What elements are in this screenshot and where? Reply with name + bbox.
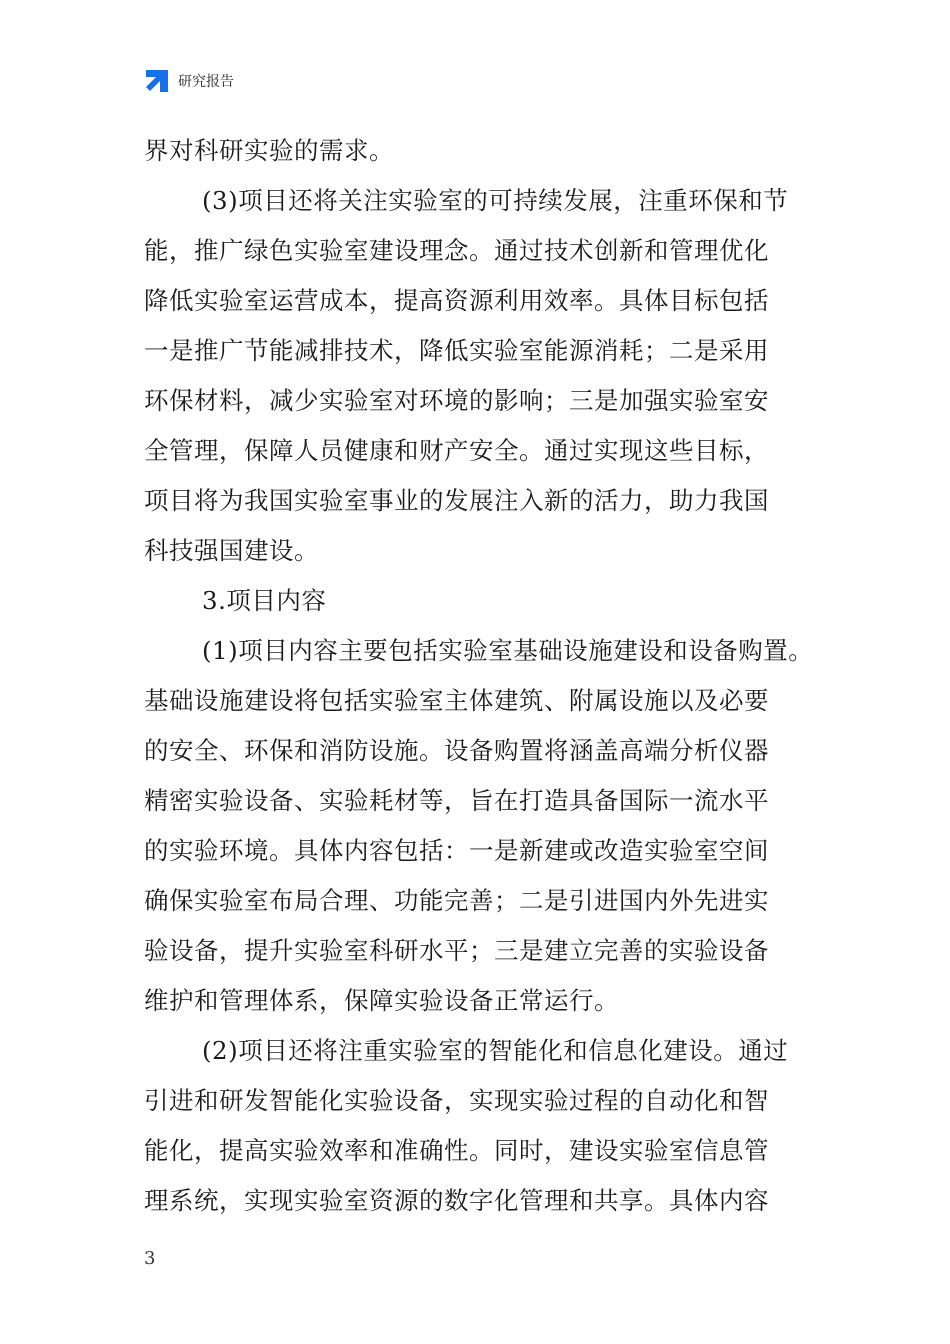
body-text-line: 引进和研发智能化实验设备，实现实验过程的自动化和智 [144, 1086, 769, 1115]
body-text-line: (3)项目还将关注实验室的可持续发展，注重环保和节 [202, 186, 789, 215]
page-header [144, 68, 234, 94]
body-text-line: (2)项目还将注重实验室的智能化和信息化建设。通过 [202, 1036, 789, 1065]
body-text-line: 的安全、环保和消防设施。设备购置将涵盖高端分析仪器 [144, 736, 769, 765]
body-text-line: 基础设施建设将包括实验室主体建筑、附属设施以及必要 [144, 686, 769, 715]
body-text-line: 理系统，实现实验室资源的数字化管理和共享。具体内容 [144, 1186, 769, 1215]
body-text-line: 确保实验室布局合理、功能完善；二是引进国内外先进实 [144, 886, 769, 915]
body-text-line: 界对科研实验的需求。 [144, 136, 394, 165]
body-text-line: 维护和管理体系，保障实验设备正常运行。 [144, 986, 619, 1015]
body-text-line: 能化，提高实验效率和准确性。同时，建设实验室信息管 [144, 1136, 769, 1165]
body-text-line: 环保材料，减少实验室对环境的影响；三是加强实验室安 [144, 386, 769, 415]
arrow-logo-icon [144, 68, 170, 94]
page-number: 3 [144, 1248, 156, 1269]
body-text-line: (1)项目内容主要包括实验室基础设施建设和设备购置。 [202, 636, 814, 665]
body-text-line: 验设备，提升实验室科研水平；三是建立完善的实验设备 [144, 936, 769, 965]
body-text-line: 科技强国建设。 [144, 536, 319, 565]
header-title: 研究报告 [178, 74, 234, 90]
body-text-line: 能，推广绿色实验室建设理念。通过技术创新和管理优化 [144, 236, 769, 265]
body-text-line: 降低实验室运营成本，提高资源利用效率。具体目标包括 [144, 286, 769, 315]
body-text-line: 项目将为我国实验室事业的发展注入新的活力，助力我国 [144, 486, 769, 515]
body-text-line: 一是推广节能减排技术，降低实验室能源消耗；二是采用 [144, 336, 769, 365]
body-text-line: 精密实验设备、实验耗材等，旨在打造具备国际一流水平 [144, 786, 769, 815]
body-text-line: 的实验环境。具体内容包括：一是新建或改造实验室空间 [144, 836, 769, 865]
body-text-line: 全管理，保障人员健康和财产安全。通过实现这些目标， [144, 436, 769, 465]
section-heading: 3.项目内容 [202, 586, 327, 615]
